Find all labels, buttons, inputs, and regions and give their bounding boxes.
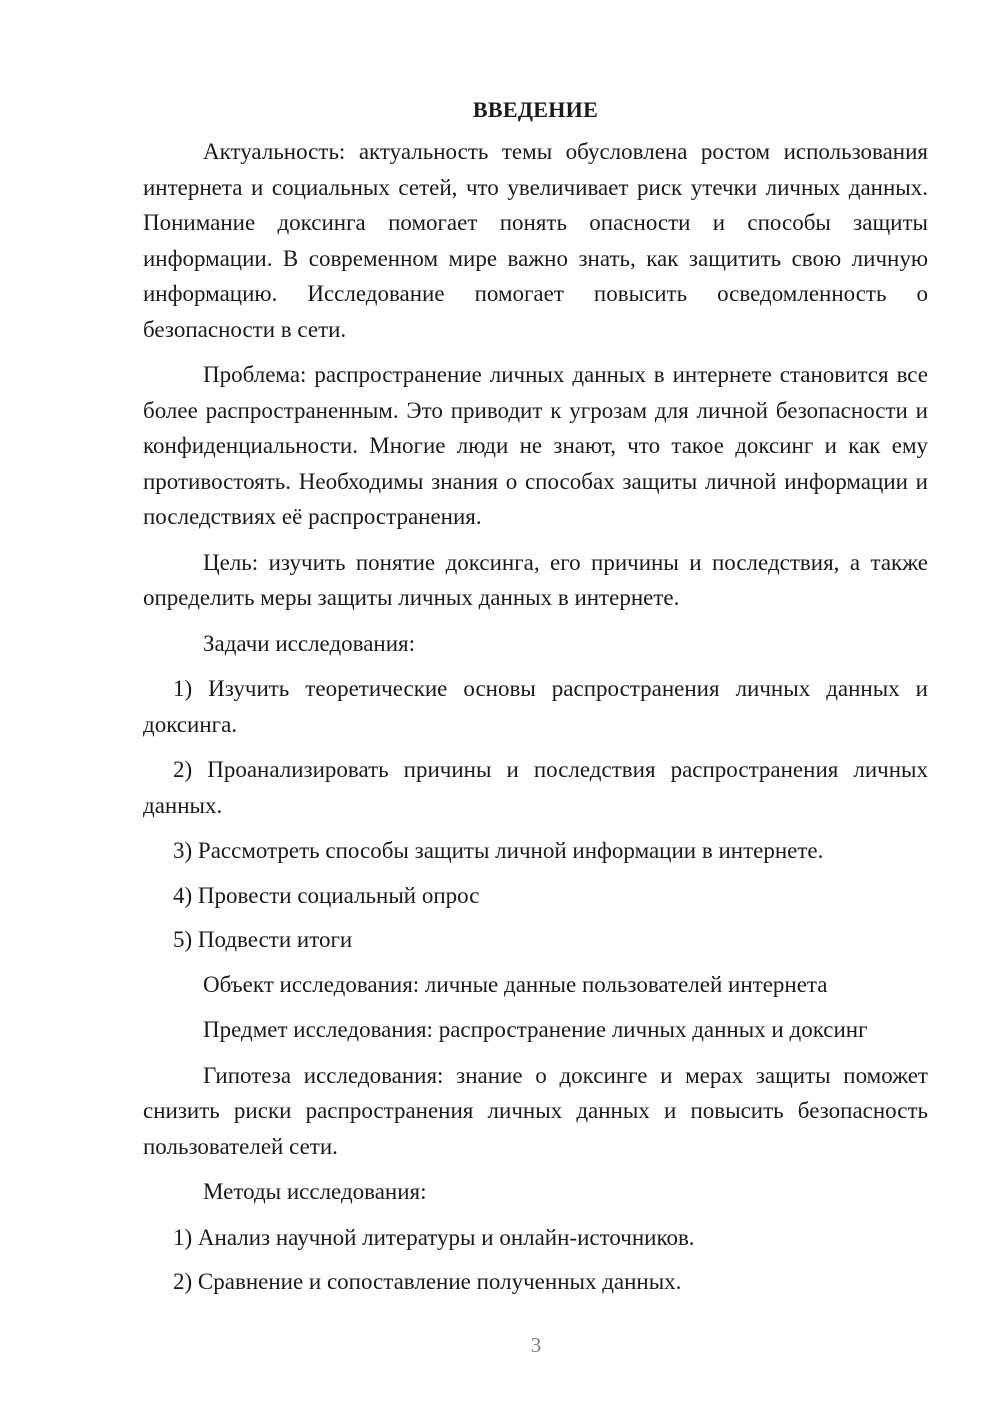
relevance-paragraph: Актуальность: актуальность темы обусловлена ростом использования интернета и социальных сетей, что увеличивает риск утечки личных данных. Понимание доксинга помогает понять опасности и способы защиты информации. В современном мире важно знать, как защитить свою личную информацию. Исследование помогает повысить осведомленность о безопасности в сети.: [143, 139, 928, 342]
page-number: 3: [530, 1333, 542, 1357]
research-subject: Предмет исследования: распространение личных данных и доксинг: [203, 1017, 868, 1042]
task-item-2: 2) Проанализировать причины и последствия распространения личных данных.: [143, 757, 928, 818]
goal-paragraph: Цель: изучить понятие доксинга, его причины и последствия, а также определить меры защиты личных данных в интернете.: [143, 549, 928, 610]
research-object: Объект исследования: личные данные пользователей интернета: [203, 971, 828, 997]
task-item-5: 5) Подвести итоги: [173, 927, 353, 952]
problem-paragraph: Проблема: распространение личных данных в интернете становится все более распространенным. Это приводит к угрозам для личной безопасности и конфиденциальности. Многие люди не знают, что такое доксинг и как ему противостоять. Необходимы знания о способах защиты личной информации и последствиях её распространения.: [143, 362, 928, 529]
page-title: ВВЕДЕНИЕ: [472, 97, 599, 122]
tasks-heading: Задачи исследования:: [203, 630, 416, 656]
document-page: [143, 92, 928, 1309]
task-item-4: 4) Провести социальный опрос: [173, 882, 480, 908]
methods-heading: Методы исследования:: [203, 1179, 427, 1204]
task-item-1: 1) Изучить теоретические основы распространения личных данных и доксинга.: [143, 676, 928, 737]
task-item-3: 3) Рассмотреть способы защиты личной информации в интернете.: [173, 838, 824, 863]
method-item-2: 2) Сравнение и сопоставление полученных данных.: [173, 1269, 682, 1294]
hypothesis-paragraph: Гипотеза исследования: знание о доксинге и мерах защиты поможет снизить риски распространения личных данных и повысить безопасность пользователей сети.: [143, 1062, 928, 1159]
method-item-1: 1) Анализ научной литературы и онлайн-источников.: [173, 1224, 695, 1250]
